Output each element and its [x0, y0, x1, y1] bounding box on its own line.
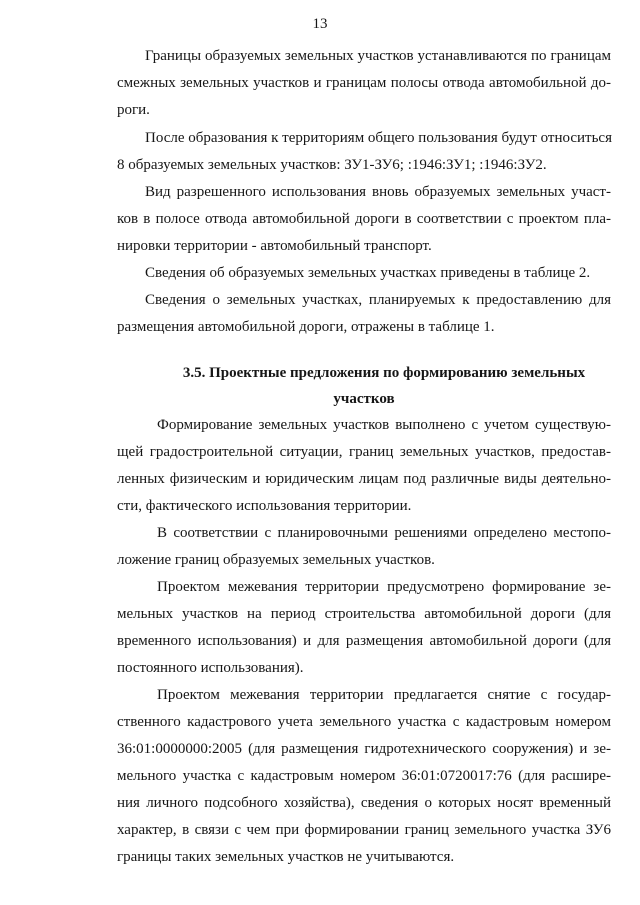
- section-paragraph-3-line-4: постоянного использования).: [117, 660, 304, 676]
- section-paragraph-3-line-2: мельных участков на период строительства автомобильной дороги (для: [117, 606, 611, 622]
- paragraph-3-line-3: нировки территории - автомобильный транспорт.: [117, 238, 432, 254]
- section-paragraph-2-line-2: ложение границ образуемых земельных участков.: [117, 552, 435, 568]
- section-paragraph-1-line-3: ленных физическим и юридическим лицам под различные виды деятельно-: [117, 471, 611, 487]
- section-paragraph-1-line-4: сти, фактического использования территории.: [117, 498, 412, 514]
- paragraph-2-line-2: 8 образуемых земельных участков: ЗУ1-ЗУ6; :1946:ЗУ1; :1946:ЗУ2.: [117, 157, 547, 173]
- paragraph-5-line-1: Сведения о земельных участках, планируемых к предоставлению для: [145, 292, 611, 308]
- section-paragraph-4-line-4: мельного участка с кадастровым номером 36:01:0720017:76 (для расшире-: [117, 768, 611, 784]
- paragraph-4-line-1: Сведения об образуемых земельных участках приведены в таблице 2.: [145, 265, 591, 281]
- section-paragraph-4-line-6: характер, в связи с чем при формировании границ земельного участка ЗУ6: [117, 822, 611, 838]
- section-paragraph-3-line-3: временного использования) и для размещения автомобильной дороги (для: [117, 633, 611, 649]
- paragraph-1-line-2: смежных земельных участков и границам полосы отвода автомобильной до-: [117, 75, 611, 91]
- section-heading-line-1: 3.5. Проектные предложения по формированию земельных: [182, 365, 586, 381]
- paragraph-1-line-1: Границы образуемых земельных участков устанавливаются по границам: [145, 48, 611, 64]
- paragraph-5-line-2: размещения автомобильной дороги, отражены в таблице 1.: [117, 319, 495, 335]
- section-paragraph-4-line-5: ния личного подсобного хозяйства), сведения о которых носят временный: [117, 795, 611, 811]
- paragraph-3-line-2: ков в полосе отвода автомобильной дороги в соответствии с проектом пла-: [117, 211, 611, 227]
- section-paragraph-4-line-3: 36:01:0000000:2005 (для размещения гидротехнического сооружения) и зе-: [117, 741, 611, 757]
- section-paragraph-3-line-1: Проектом межевания территории предусмотрено формирование зе-: [157, 579, 611, 595]
- section-paragraph-1-line-2: щей градостроительной ситуации, границ земельных участков, предостав-: [117, 444, 611, 460]
- page-number: 13: [312, 16, 328, 32]
- section-paragraph-4-line-7: границы таких земельных участков не учитываются.: [117, 849, 455, 865]
- section-paragraph-1-line-1: Формирование земельных участков выполнено с учетом существую-: [157, 417, 611, 433]
- section-paragraph-2-line-1: В соответствии с планировочными решениями определено местопо-: [157, 525, 611, 541]
- section-paragraph-4-line-2: ственного кадастрового учета земельного участка с кадастровым номером: [117, 714, 611, 730]
- section-paragraph-4-line-1: Проектом межевания территории предлагается снятие с государ-: [157, 687, 611, 703]
- paragraph-1-line-3: роги.: [117, 102, 150, 118]
- paragraph-3-line-1: Вид разрешенного использования вновь образуемых земельных участ-: [145, 184, 611, 200]
- paragraph-2-line-1: После образования к территориям общего пользования будут относиться: [145, 130, 612, 146]
- section-heading-line-2: участков: [333, 391, 395, 407]
